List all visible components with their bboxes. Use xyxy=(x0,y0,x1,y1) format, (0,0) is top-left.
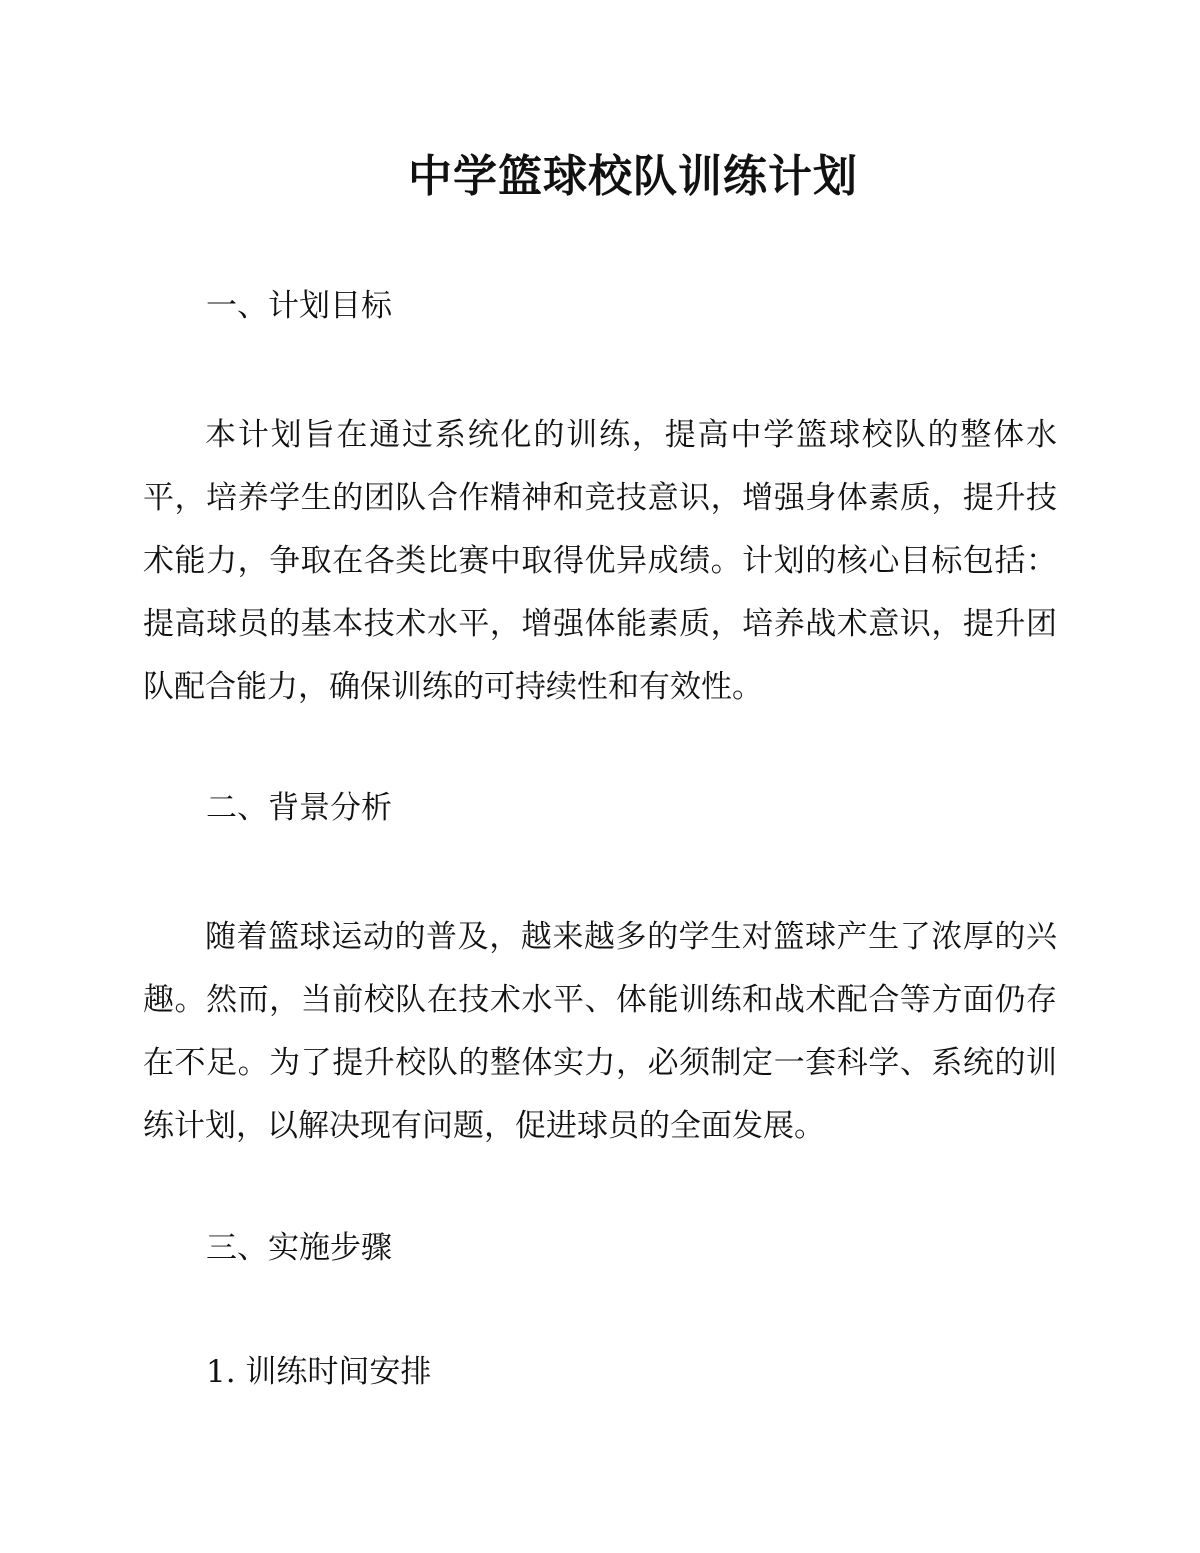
document-title: 中学篮球校队训练计划 xyxy=(408,151,858,202)
section-heading-background: 二、背景分析 xyxy=(206,790,392,826)
section-heading-goals: 一、计划目标 xyxy=(206,288,392,324)
section-paragraph-background: 随着篮球运动的普及，越来越多的学生对篮球产生了浓厚的兴趣。然而，当前校队在技术水平、体能训练和战术配合等方面仍存在不足。为了提升校队的整体实力，必须制定一套科学、系统的训练计划，以解决现有问题，促进球员的全面发展。 xyxy=(143,919,1057,1144)
section-heading-implementation: 三、实施步骤 xyxy=(206,1230,392,1266)
section-paragraph-goals: 本计划旨在通过系统化的训练，提高中学篮球校队的整体水平，培养学生的团队合作精神和竞技意识，增强身体素质，提升技术能力，争取在各类比赛中取得优异成绩。计划的核心目标包括：提高球员的基本技术水平，增强体能素质，培养战术意识，提升团队配合能力，确保训练的可持续性和有效性。 xyxy=(143,417,1057,705)
subsection-heading-schedule: 1. 训练时间安排 xyxy=(206,1354,432,1390)
